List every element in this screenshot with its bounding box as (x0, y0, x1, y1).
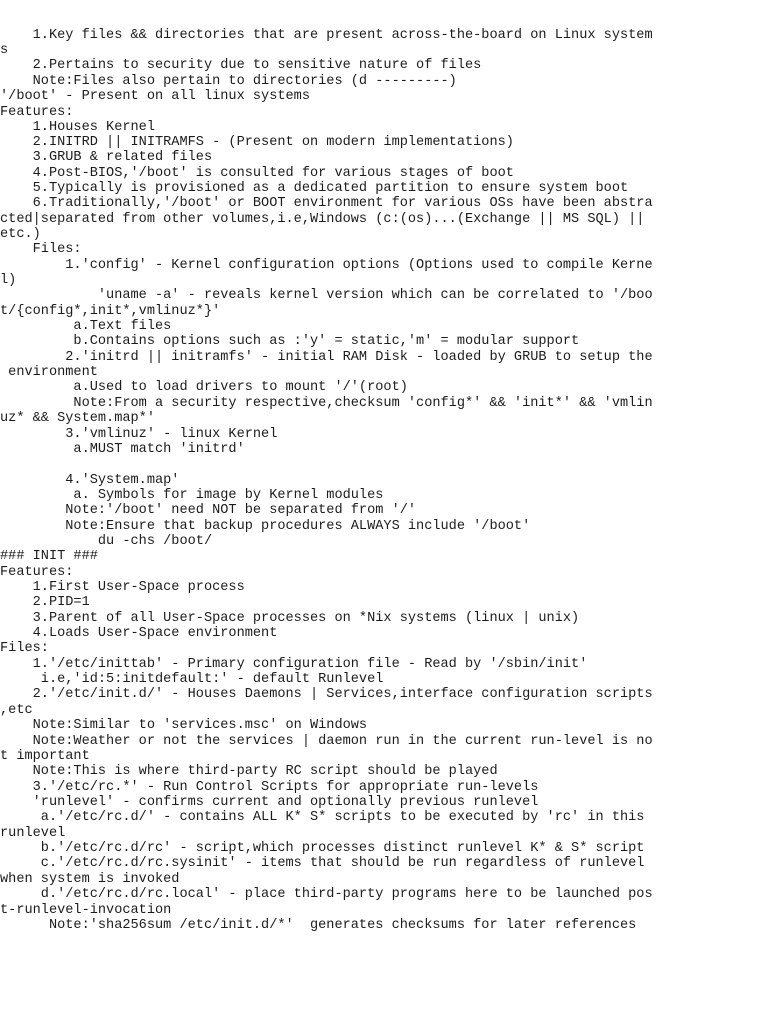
text-line: 5.Typically is provisioned as a dedicated partition to ensure system boot (0, 181, 629, 196)
text-line: 1.Houses Kernel (0, 120, 155, 135)
text-line: Features: (0, 565, 74, 580)
text-line: 2.INITRD || INITRAMFS - (Present on modern implementations) (0, 135, 514, 150)
text-line: d.'/etc/rc.d/rc.local' - place third-party programs here to be launched pos (0, 887, 653, 902)
text-line: t-runlevel-invocation (0, 903, 172, 918)
text-line: Note:From a security respective,checksum 'config*' && 'init*' && 'vmlin (0, 396, 653, 411)
text-line: Files: (0, 641, 49, 656)
text-line: 1.'config' - Kernel configuration options (Options used to compile Kerne (0, 258, 653, 273)
text-line: uz* && System.map*' (0, 411, 155, 426)
text-line: 4.Loads User-Space environment (0, 626, 278, 641)
text-line: Features: (0, 105, 74, 120)
text-line: when system is invoked (0, 872, 180, 887)
text-line: 2.'/etc/init.d/' - Houses Daemons | Services,interface configuration scripts (0, 687, 653, 702)
text-line: du -chs /boot/ (0, 534, 213, 549)
text-line: 'runlevel' - confirms current and optionally previous runlevel (0, 795, 539, 810)
text-line: 1.'/etc/inittab' - Primary configuration file - Read by '/sbin/init' (0, 657, 588, 672)
text-line: Note:'sha256sum /etc/init.d/*' generates checksums for later references (0, 918, 637, 933)
text-line: Note:This is where third-party RC script should be played (0, 764, 498, 779)
text-line: 2.PID=1 (0, 595, 90, 610)
text-line: a. Symbols for image by Kernel modules (0, 488, 384, 503)
text-line: environment (0, 365, 98, 380)
text-line: 1.Key files && directories that are present across-the-board on Linux system (0, 28, 653, 43)
text-line: 3.'/etc/rc.*' - Run Control Scripts for appropriate run-levels (0, 780, 539, 795)
text-line: a.MUST match 'initrd' (0, 442, 245, 457)
text-line: Note:Weather or not the services | daemon run in the current run-level is no (0, 734, 653, 749)
text-line: 3.Parent of all User-Space processes on *Nix systems (linux | unix) (0, 611, 580, 626)
text-line: 2.Pertains to security due to sensitive nature of files (0, 58, 482, 73)
text-line: Note:Similar to 'services.msc' on Windows (0, 718, 368, 733)
text-line: 3.'vmlinuz' - linux Kernel (0, 427, 278, 442)
text-line: t important (0, 749, 90, 764)
text-line: l) (0, 273, 17, 288)
text-line: 4.Post-BIOS,'/boot' is consulted for various stages of boot (0, 166, 514, 181)
text-line: Files: (0, 242, 82, 257)
text-line: a.Text files (0, 319, 172, 334)
text-line: 1.First User-Space process (0, 580, 245, 595)
text-line: a.Used to load drivers to mount '/'(root) (0, 380, 408, 395)
text-line: a.'/etc/rc.d/' - contains ALL K* S* scripts to be executed by 'rc' in this (0, 810, 645, 825)
text-line: c.'/etc/rc.d/rc.sysinit' - items that should be run regardless of runlevel (0, 856, 645, 871)
text-line: Note:Files also pertain to directories (d ---------) (0, 74, 457, 89)
section-heading: ### INIT ### (0, 549, 98, 564)
text-line: t/{config*,init*,vmlinuz*}' (0, 304, 221, 319)
text-line: '/boot' - Present on all linux systems (0, 89, 310, 104)
text-line: i.e,'id:5:initdefault:' - default Runlevel (0, 672, 384, 687)
text-line: 2.'initrd || initramfs' - initial RAM Disk - loaded by GRUB to setup the (0, 350, 653, 365)
text-line: s (0, 43, 9, 58)
text-line: 'uname -a' - reveals kernel version which can be correlated to '/boo (0, 288, 653, 303)
text-line: ,etc (0, 703, 33, 718)
text-line: etc.) (0, 227, 41, 242)
text-line: 3.GRUB & related files (0, 150, 213, 165)
text-line: runlevel (0, 826, 66, 841)
text-line: 4.'System.map' (0, 473, 180, 488)
text-line: 6.Traditionally,'/boot' or BOOT environment for various OSs have been abstra (0, 196, 653, 211)
text-line: b.Contains options such as :'y' = static,'m' = modular support (0, 334, 580, 349)
text-line: Note:'/boot' need NOT be separated from '/' (0, 503, 417, 518)
text-line: b.'/etc/rc.d/rc' - script,which processes distinct runlevel K* & S* script (0, 841, 645, 856)
text-line: Note:Ensure that backup procedures ALWAYS include '/boot' (0, 519, 531, 534)
text-line: cted|separated from other volumes,i.e,Windows (c:(os)...(Exchange || MS SQL) || (0, 212, 645, 227)
